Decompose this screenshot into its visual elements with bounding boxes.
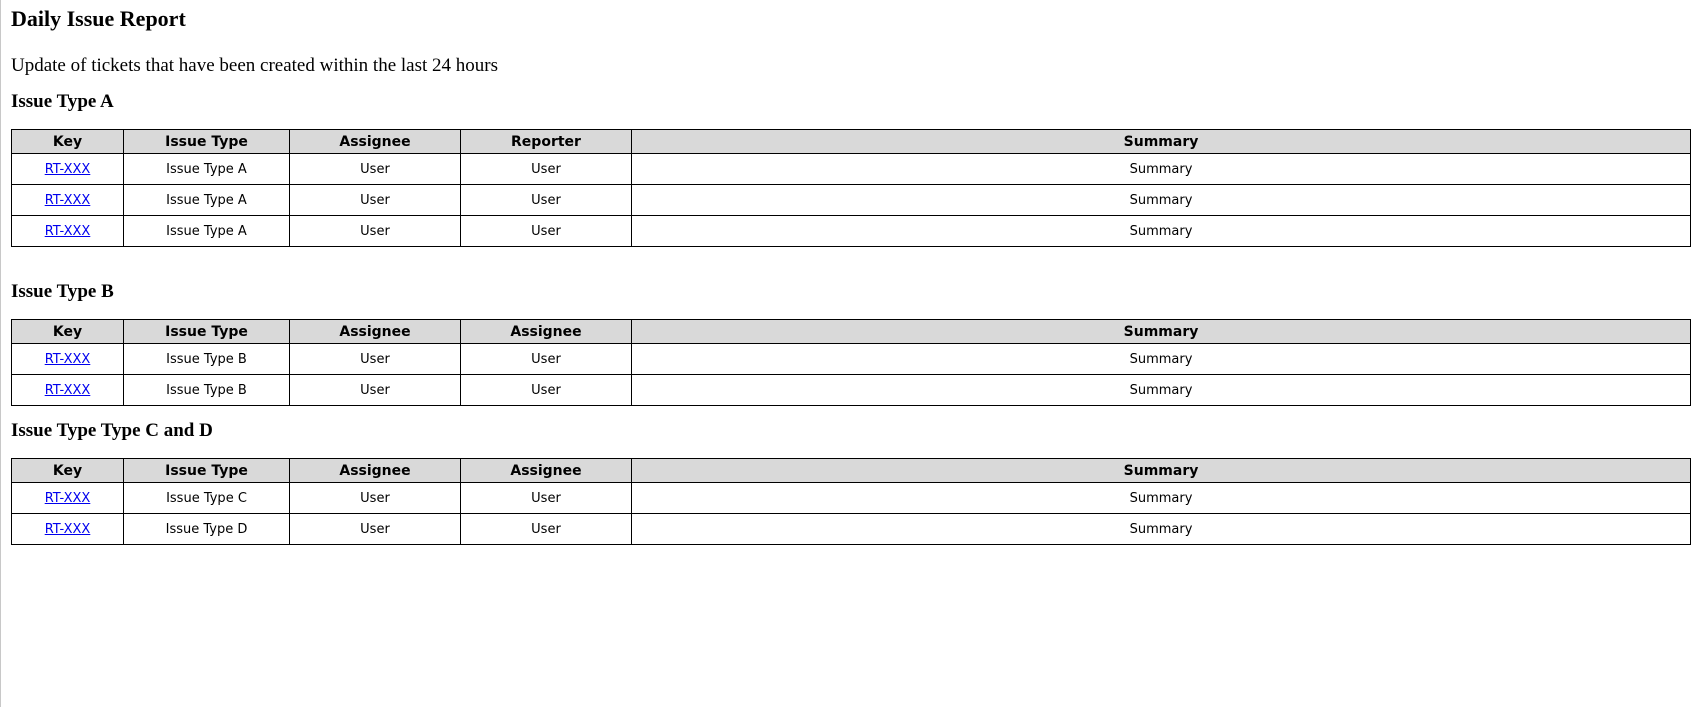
cell-summary: Summary [632, 483, 1691, 514]
column-header-summary: Summary [632, 320, 1691, 344]
column-header-summary: Summary [632, 459, 1691, 483]
table-row [12, 514, 1691, 545]
cell-key [12, 154, 124, 185]
table-row [12, 185, 1691, 216]
cell-key [12, 375, 124, 406]
cell-assignee: User [290, 344, 461, 375]
ticket-key-link[interactable]: RT-XXX [44, 521, 91, 537]
cell-issue-type: Issue Type D [124, 514, 290, 545]
cell-reporter: User [461, 514, 632, 545]
section-title-b: Issue Type B [11, 281, 114, 302]
report-title: Daily Issue Report [11, 6, 186, 31]
issue-table-b [11, 319, 1691, 406]
cell-issue-type: Issue Type C [124, 483, 290, 514]
cell-summary: Summary [632, 154, 1691, 185]
ticket-key-link[interactable]: RT-XXX [44, 192, 91, 208]
column-header-summary: Summary [632, 130, 1691, 154]
cell-reporter: User [461, 154, 632, 185]
cell-assignee: User [290, 154, 461, 185]
ticket-key-link[interactable]: RT-XXX [44, 223, 91, 239]
cell-assignee: User [290, 375, 461, 406]
cell-key [12, 483, 124, 514]
column-header-assignee: Assignee [290, 130, 461, 154]
column-header-key: Key [12, 130, 124, 154]
table-header-row [12, 459, 1691, 483]
cell-issue-type: Issue Type A [124, 185, 290, 216]
table-row [12, 216, 1691, 247]
column-header-issue-type: Issue Type [124, 130, 290, 154]
window-left-border [0, 0, 1, 707]
ticket-key-link[interactable]: RT-XXX [44, 382, 91, 398]
cell-summary: Summary [632, 216, 1691, 247]
cell-reporter: User [461, 344, 632, 375]
table-row [12, 344, 1691, 375]
report-subtitle: Update of tickets that have been created within the last 24 hours [11, 55, 498, 76]
cell-key [12, 185, 124, 216]
table-row [12, 483, 1691, 514]
table-row [12, 154, 1691, 185]
column-header-assignee-2: Assignee [461, 459, 632, 483]
cell-key [12, 344, 124, 375]
column-header-issue-type: Issue Type [124, 320, 290, 344]
cell-key [12, 514, 124, 545]
column-header-assignee: Assignee [290, 459, 461, 483]
cell-summary: Summary [632, 514, 1691, 545]
cell-assignee: User [290, 185, 461, 216]
cell-reporter: User [461, 185, 632, 216]
table-header-row [12, 320, 1691, 344]
section-title-a: Issue Type A [11, 91, 114, 112]
cell-issue-type: Issue Type B [124, 375, 290, 406]
column-header-assignee: Assignee [290, 320, 461, 344]
cell-reporter: User [461, 375, 632, 406]
cell-reporter: User [461, 216, 632, 247]
column-header-key: Key [12, 320, 124, 344]
cell-summary: Summary [632, 344, 1691, 375]
issue-table-c-d [11, 458, 1691, 545]
cell-reporter: User [461, 483, 632, 514]
table-row [12, 375, 1691, 406]
column-header-assignee-2: Assignee [461, 320, 632, 344]
column-header-reporter: Reporter [461, 130, 632, 154]
column-header-key: Key [12, 459, 124, 483]
issue-table-a [11, 129, 1691, 247]
table-header-row [12, 130, 1691, 154]
ticket-key-link[interactable]: RT-XXX [44, 490, 91, 506]
cell-assignee: User [290, 483, 461, 514]
ticket-key-link[interactable]: RT-XXX [44, 161, 91, 177]
cell-issue-type: Issue Type A [124, 154, 290, 185]
section-title-c-d: Issue Type Type C and D [11, 420, 213, 441]
cell-assignee: User [290, 216, 461, 247]
cell-issue-type: Issue Type A [124, 216, 290, 247]
ticket-key-link[interactable]: RT-XXX [44, 351, 91, 367]
column-header-issue-type: Issue Type [124, 459, 290, 483]
cell-issue-type: Issue Type B [124, 344, 290, 375]
cell-key [12, 216, 124, 247]
cell-assignee: User [290, 514, 461, 545]
cell-summary: Summary [632, 375, 1691, 406]
cell-summary: Summary [632, 185, 1691, 216]
